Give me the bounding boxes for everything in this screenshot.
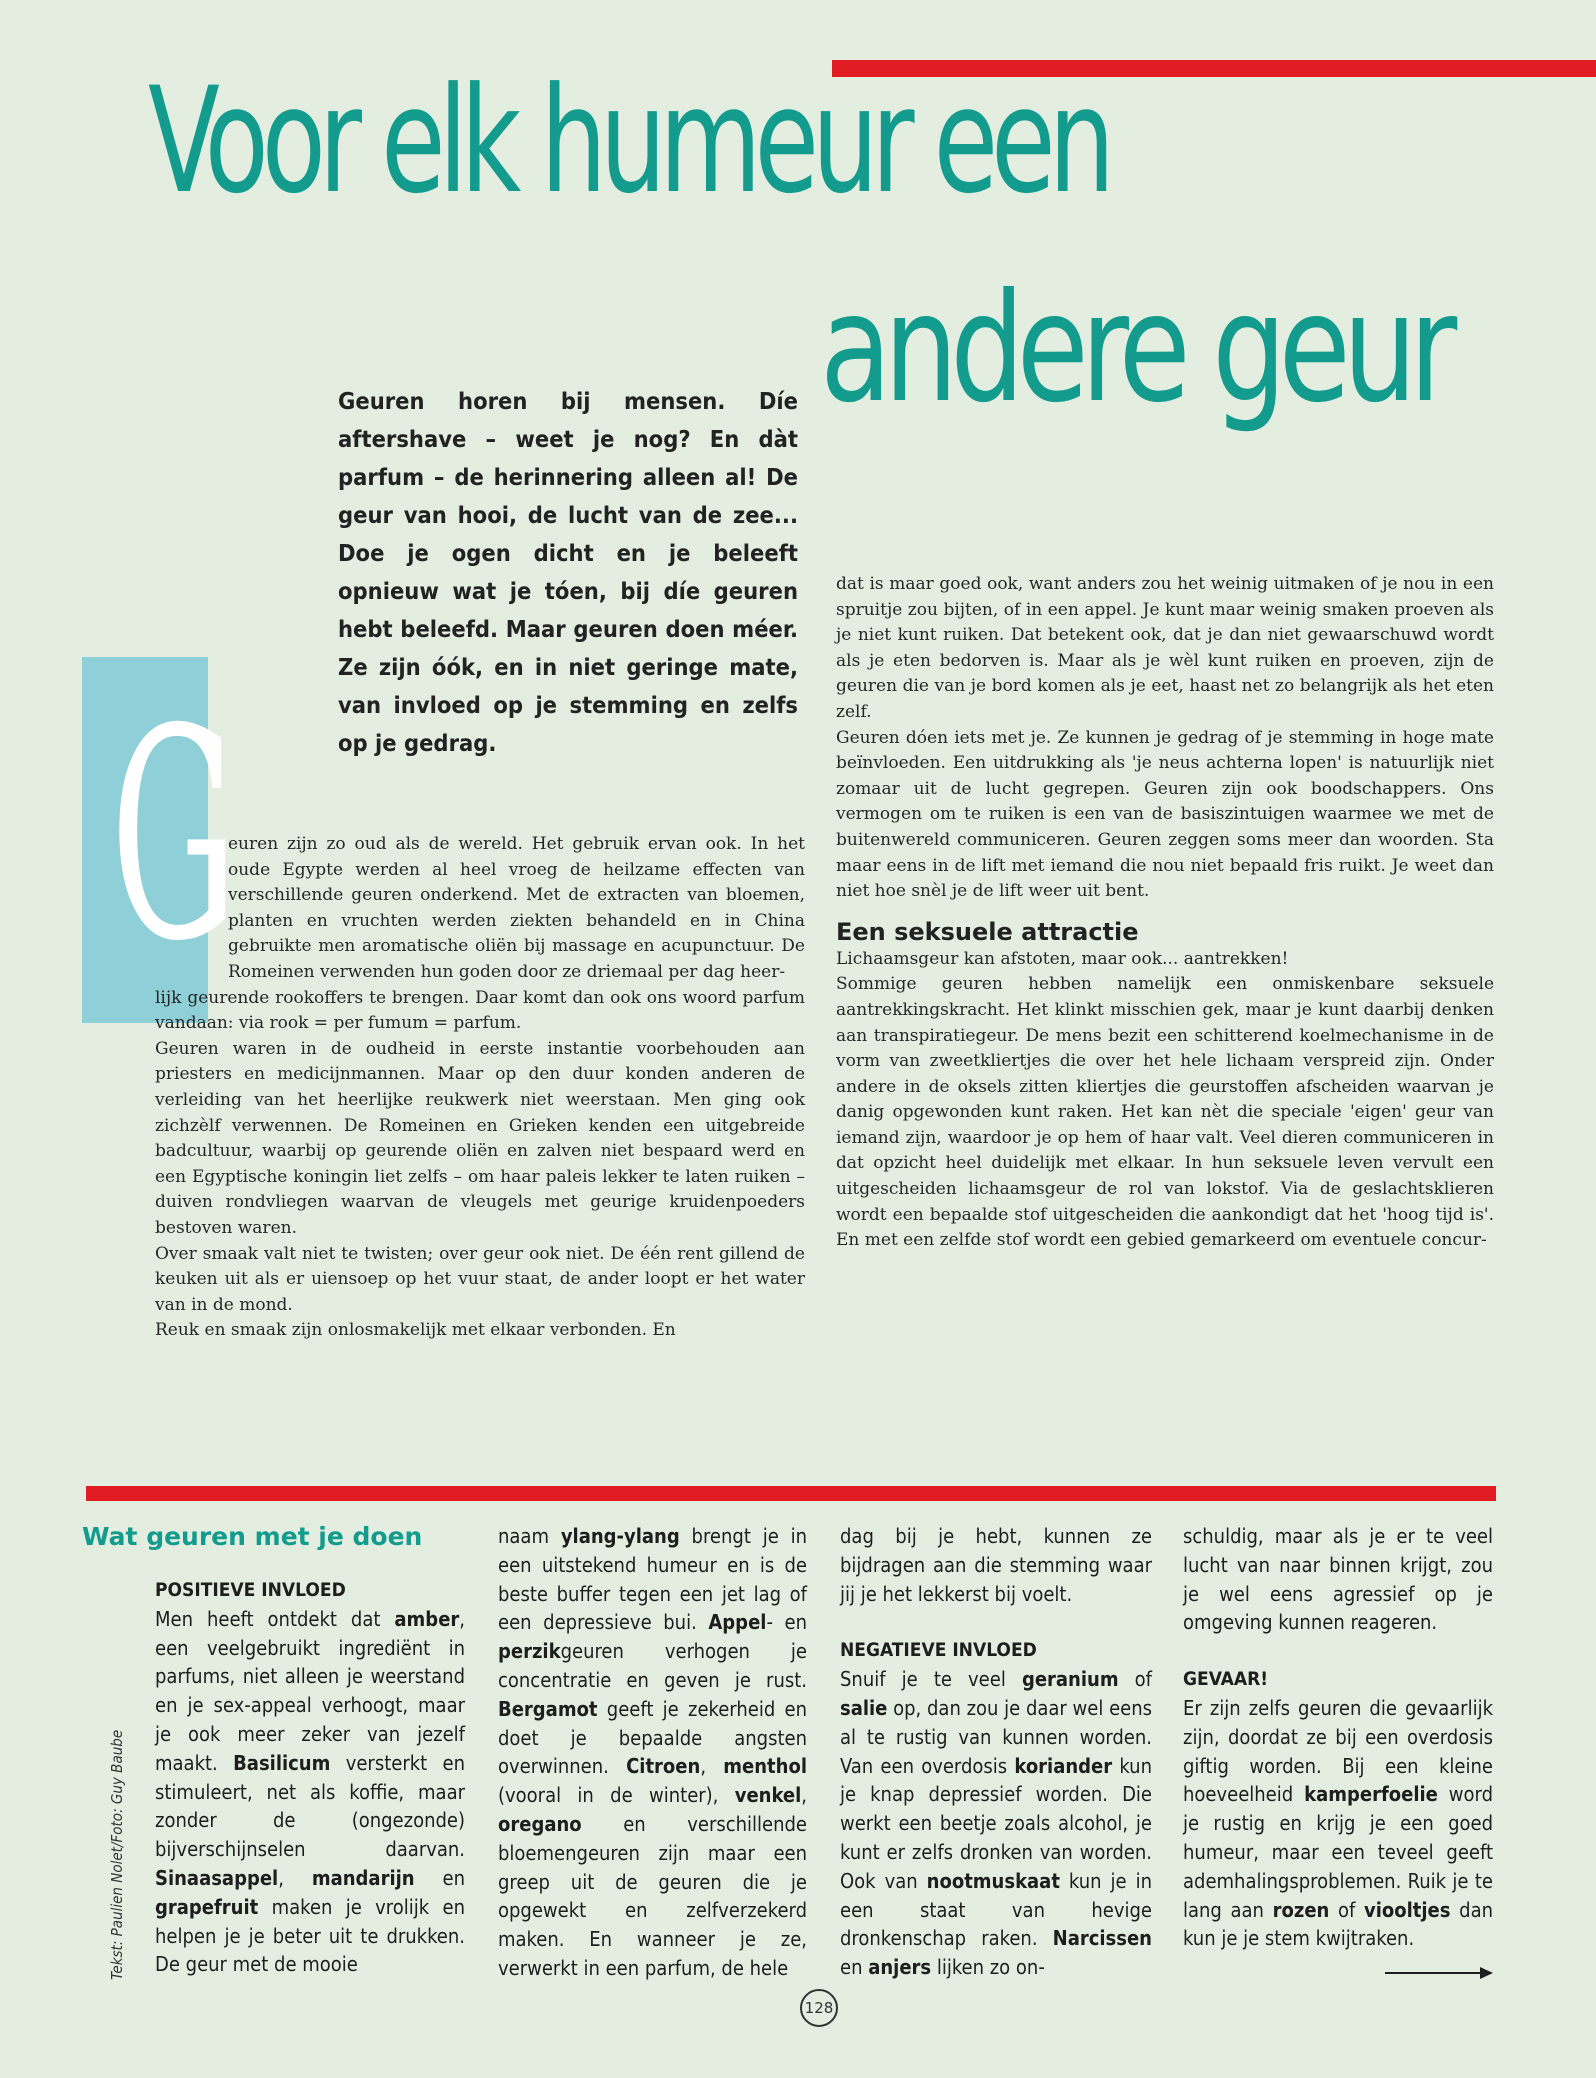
body-paragraph: Reuk en smaak zijn onlosmakelijk met elkaar verbonden. En [155,1320,676,1341]
sidebar-paragraph: dag bij je hebt, kunnen ze bijdragen aan die stemming waar jij je het lekkerst bij voelt. [840,1524,1152,1606]
sidebar-paragraph: naam ylang-ylang brengt je in een uitstekend humeur en is de beste buffer tegen een jet lag of een depressieve bui. Appel- en perzikgeuren verhogen je concentratie en geven je rust. Bergamot geeft je zekerheid en doet je bepaalde angsten overwinnen. Citroen, menthol (vooral in de winter), venkel, oregano en verschillende bloemengeuren zijn maar een greep uit de geuren die je opgewekt en zelfverzekerd maken. En wanneer je ze, verwerkt in een parfum, de hele [498,1524,808,1980]
sidebar-column-1 [155,1576,465,1979]
page-number: 128 [800,1989,838,2027]
intro-paragraph: Geuren horen bij mensen. Díe aftershave – weet je nog? En dàt parfum – de herinnering alleen al! De geur van hooi, de lucht van de zee... Doe je ogen dicht en je beleeft opnieuw wat je tóen, bij díe geuren hebt beleefd. Maar geuren doen méer. Ze zijn óók, en in niet geringe mate, van invloed op je stemming en zelfs op je gedrag. [338,387,798,757]
body-paragraph: Sommige geuren hebben namelijk een onmiskenbare seksuele aantrekkingskracht. Het klinkt misschien gek, maar je kunt daarbij denken aan transpiratiegeur. De mens bezit een schitterend koelmechanisme in de vorm van zweetkliertjes die over het hele lichaam verspreid zijn. Onder andere in de oksels zitten kliertjes die geurstoffen afscheiden waarvan je danig opgewonden kunt raken. Het kan nèt die speciale 'eigen' geur van iemand zijn, waardoor je op hem of haar valt. Veel dieren communiceren in dat opzicht heel duidelijk met elkaar. In hun seksuele leven vervult een uitgescheiden lichaamsgeur de rol van lokstof. Via de geslachtsklieren wordt een bepaalde stof uitgescheiden die aankondigt dat het 'hoog tijd is'. En met een zelfde stof wordt een gebied gemarkeerd om eventuele concur- [836,974,1494,1251]
body-paragraph: Geuren waren in de oudheid in eerste instantie voorbehouden aan priesters en medicijnmannen. Maar op den duur konden anderen de verleiding van het heerlijke reukwerk niet weerstaan. Men ging ook zichzèlf verwennen. De Romeinen en Grieken kenden een uitgebreide badcultuur, waarbij op geurende oliën en zalven niet bespaard werd en een Egyptische koningin liet zelfs – om haar paleis lekker te laten ruiken – duiven rondvliegen waarvan de vleugels met geurige kruidenpoeders bestoven waren. [155,1038,805,1238]
continue-arrow-line [1385,1972,1485,1974]
sidebar-paragraph: Snuif je te veel geranium of salie op, dan zou je daar wel eens al te rustig van kunnen worden. Van een overdosis koriander kun je knap depressief worden. Die werkt een beetje zoals alcohol, je kunt er zelfs dronken van worden. Ook van nootmuskaat kun je in een staat van hevige dronkenschap raken. Narcissen en anjers lijken zo on- [840,1667,1153,1980]
sidebar-column-2 [498,1522,807,1983]
headline-line-1: Voor elk humeur een [148,56,1108,226]
body-paragraph: lijk geurende rookoffers te brengen. Daar komt dan ook ons woord parfum vandaan: via rook = per fumum = parfum. [155,987,805,1034]
body-column-left [155,832,805,1344]
continue-arrow-icon [1480,1967,1493,1979]
sidebar-heading: GEVAAR! [1183,1668,1269,1691]
body-column-right [836,572,1494,1254]
sidebar-column-3 [840,1522,1152,1982]
photo-credit: Tekst: Paulien Nolet/Foto: Guy Baube [108,1729,126,1980]
section-divider-red-bar [86,1486,1496,1501]
drop-cap-letter: G [110,668,238,1005]
body-paragraph: Lichaamsgeur kan afstoten, maar ook... aantrekken! [836,948,1289,969]
body-paragraph: Over smaak valt niet te twisten; over geur ook niet. De één rent gillend de keuken uit als er uiensoep op het vuur staat, de ander loopt er het water van in de mond. [155,1243,805,1315]
section-subheading: Een seksuele attractie [836,917,1139,946]
sidebar-column-4 [1183,1522,1493,1953]
sidebar-paragraph: Men heeft ontdekt dat amber, een veelgebruikt ingrediënt in parfums, niet alleen je weerstand en je sex-appeal verhoogt, maar je ook meer zeker van jezelf maakt. Basilicum versterkt en stimuleert, net als koffie, maar zonder de (ongezonde) bijverschijnselen daarvan. Sinaasappel, mandarijn en grapefruit maken je vrolijk en helpen je je beter uit te drukken. De geur met de mooie [155,1606,465,1977]
headline-line-2: andere geur [820,262,1450,436]
body-paragraph: Geuren dóen iets met je. Ze kunnen je gedrag of je stemming in hoge mate beïnvloeden. Een uitdrukking als 'je neus achterna lopen' is natuurlijk niet zomaar uit de lucht gegrepen. Geuren zijn ook boodschappers. Ons vermogen om te ruiken is een van de basiszintuigen waarmee we met de buitenwereld communiceren. Geuren zeggen soms meer dan woorden. Sta maar eens in de lift met iemand die nou niet bepaald fris ruikt. Je weet dan niet hoe snèl je de lift weer uit bent. [836,727,1494,902]
body-paragraph: euren zijn zo oud als de wereld. Het gebruik ervan ook. In het oude Egypte werden al heel vroeg de heilzame effecten van verschillende geuren onderkend. Met de extracten van bloemen, planten en vruchten werden ziekten behandeld en in China gebruikte men aromatische oliën bij massage en acupunctuur. De Romeinen verwenden hun goden door ze driemaal per dag heer- [228,834,805,982]
body-paragraph: dat is maar goed ook, want anders zou het weinig uitmaken of je nou in een spruitje zou bijten, of in een appel. Je kunt maar weinig smaken proeven als je niet kunt ruiken. Dat betekent ook, dat je dan niet gewaarschuwd wordt als je eten bedorven is. Maar als je wèl kunt ruiken en proeven, zijn de geuren die van je bord komen als je eet, haast net zo belangrijk als het eten zelf. [836,574,1494,722]
sidebar-paragraph: Er zijn zelfs geuren die gevaarlijk zijn, doordat ze bij een overdosis giftig worden. Bij een kleine hoeveelheid kamperfoelie word je rustig en krijg je een goed humeur, maar een teveel geeft ademhalingsproblemen. Ruik je te lang aan rozen of viooltjes dan kun je je stem kwijtraken. [1183,1695,1493,1951]
sidebar-paragraph: schuldig, maar als je er te veel lucht van naar binnen krijgt, zou je wel eens agressief op je omgeving kunnen reageren. [1183,1524,1493,1635]
sidebar-heading: NEGATIEVE INVLOED [840,1639,1037,1662]
sidebar-heading: POSITIEVE INVLOED [155,1579,346,1601]
sidebar-title: Wat geuren met je doen [82,1522,423,1551]
